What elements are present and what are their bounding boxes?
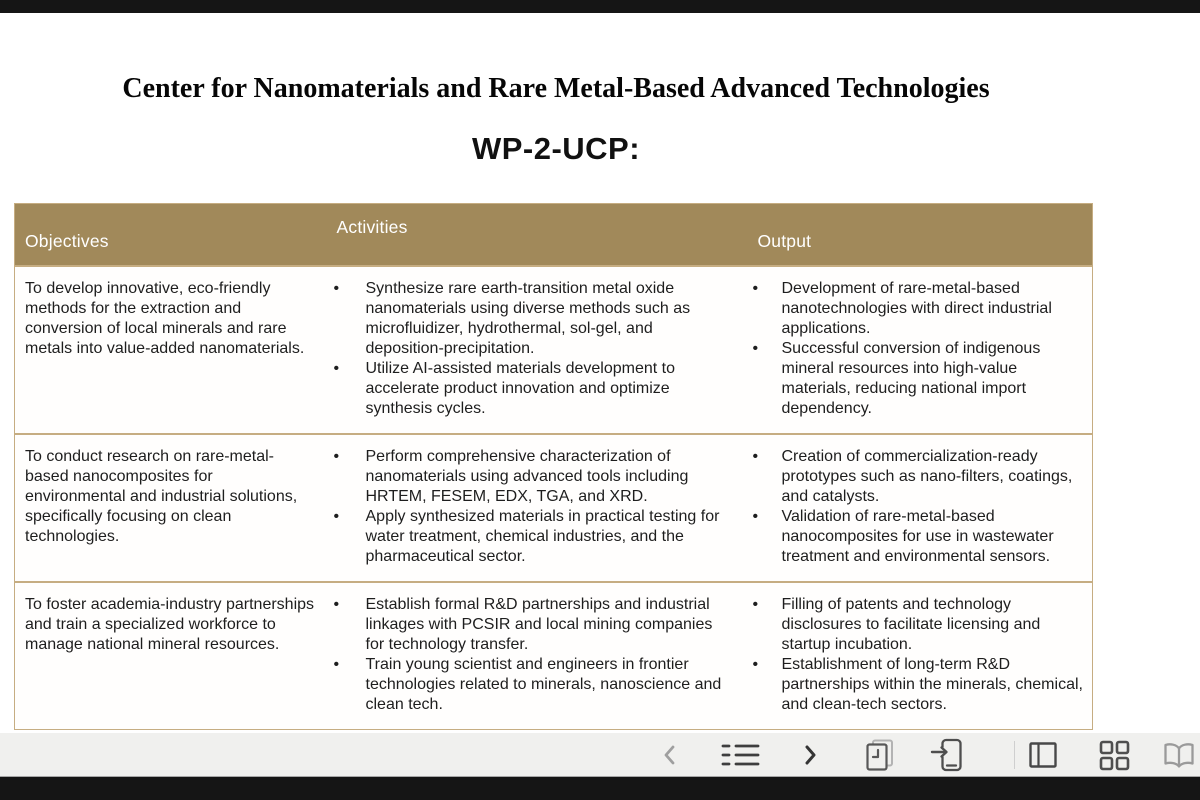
outline-list-icon [720, 741, 760, 769]
header-objectives: Objectives [15, 204, 323, 266]
activities-list [333, 595, 734, 715]
bullet-item [333, 359, 734, 419]
bullet-item [752, 339, 1085, 419]
header-output: Output [742, 204, 1093, 266]
output-list [752, 447, 1085, 567]
bullet-item [333, 279, 734, 359]
recent-slides-button[interactable] [863, 733, 897, 776]
bullet-glyph: • [752, 507, 759, 525]
table-row [15, 266, 1093, 434]
header-activities: Activities [323, 204, 742, 266]
bullet-glyph: • [333, 507, 340, 525]
output-cell [742, 434, 1093, 582]
reading-view-book-icon [1162, 740, 1196, 770]
bullet-text: Development of rare-metal-based nanotechnologies with direct industrial applications. [781, 279, 1052, 337]
objectives-activities-output-table [14, 203, 1093, 730]
chevron-left-icon [660, 743, 678, 767]
bullet-glyph: • [333, 447, 340, 465]
output-cell [742, 266, 1093, 434]
grid-view-button[interactable] [1096, 733, 1132, 776]
slide-title: Center for Nanomaterials and Rare Metal-Based Advanced Technologies [122, 73, 990, 104]
bullet-item [752, 279, 1085, 339]
send-to-device-icon [930, 736, 964, 774]
activities-cell [323, 434, 742, 582]
output-list [752, 279, 1085, 419]
bullet-glyph: • [333, 279, 340, 297]
objective-cell: To conduct research on rare-metal-based nanocomposites for environmental and industrial solutions, specifically focusing on clean technologies. [15, 434, 323, 582]
bullet-text: Creation of commercialization-ready prototypes such as nano-filters, coatings, and catalysts. [781, 447, 1073, 505]
viewer-bottom-toolbar [0, 733, 1200, 777]
output-cell [742, 582, 1093, 730]
grid-view-icon [1097, 738, 1131, 772]
objective-cell: To develop innovative, eco-friendly methods for the extraction and conversion of local minerals and rare metals into value-added nanomaterials. [15, 266, 323, 434]
objective-cell: To foster academia-industry partnerships and train a specialized workforce to manage national mineral resources. [15, 582, 323, 730]
top-letterbox-bar [0, 0, 1200, 13]
slide-canvas [0, 13, 1112, 713]
bullet-glyph: • [333, 359, 340, 377]
table-header-row [15, 204, 1093, 266]
bullet-glyph: • [752, 595, 759, 613]
bullet-text: Validation of rare-metal-based nanocomposites for use in wastewater treatment and environmental sensors. [781, 507, 1054, 565]
activities-cell [323, 582, 742, 730]
table-body [15, 266, 1093, 730]
activities-list [333, 447, 734, 567]
table-row [15, 434, 1093, 582]
bullet-glyph: • [333, 595, 340, 613]
bullet-text: Apply synthesized materials in practical testing for water treatment, chemical industries, and the pharmaceutical sector. [365, 507, 720, 565]
send-to-device-button[interactable] [929, 733, 965, 776]
bullet-text: Train young scientist and engineers in frontier technologies related to minerals, nanoscience and clean tech. [365, 655, 722, 713]
bullet-item [333, 507, 734, 567]
bullet-item [752, 655, 1085, 715]
bullet-text: Successful conversion of indigenous mineral resources into high-value materials, reducing national import dependency. [781, 339, 1041, 417]
bullet-item [752, 447, 1085, 507]
bullet-item [752, 595, 1085, 655]
bullet-item [333, 447, 734, 507]
next-slide-button[interactable] [800, 733, 822, 776]
chevron-right-icon [802, 743, 820, 767]
bullet-item [333, 655, 734, 715]
panel-view-icon [1027, 740, 1059, 770]
output-list [752, 595, 1085, 715]
bullet-glyph: • [333, 655, 340, 673]
pages-clock-icon [864, 737, 896, 773]
bullet-text: Filling of patents and technology disclosures to facilitate licensing and startup incubation. [781, 595, 1041, 653]
bullet-item [333, 595, 734, 655]
bullet-text: Perform comprehensive characterization of nanomaterials using advanced tools including HRTEM, FESEM, EDX, TGA, and XRD. [365, 447, 689, 505]
bullet-text: Establish formal R&D partnerships and industrial linkages with PCSIR and local mining companies for technology transfer. [365, 595, 713, 653]
bullet-item [752, 507, 1085, 567]
activities-list [333, 279, 734, 419]
bullet-glyph: • [752, 279, 759, 297]
bullet-text: Synthesize rare earth-transition metal oxide nanomaterials using diverse methods such as microfluidizer, hydrothermal, sol-gel, and deposition-precipitation. [365, 279, 691, 357]
bullet-glyph: • [752, 339, 759, 357]
previous-slide-button[interactable] [658, 733, 680, 776]
bullet-text: Establishment of long-term R&D partnerships within the minerals, chemical, and clean-tech sectors. [781, 655, 1083, 713]
bullet-text: Utilize AI-assisted materials development to accelerate product innovation and optimize synthesis cycles. [365, 359, 675, 417]
bullet-glyph: • [752, 447, 759, 465]
toolbar-separator [1014, 741, 1015, 769]
table-row [15, 582, 1093, 730]
bullet-glyph: • [752, 655, 759, 673]
bottom-letterbox-bar [0, 777, 1200, 800]
slide-subtitle: WP-2-UCP: [471, 131, 641, 166]
activities-cell [323, 266, 742, 434]
outline-list-button[interactable] [719, 733, 761, 776]
reading-view-button[interactable] [1161, 733, 1197, 776]
panel-view-button[interactable] [1026, 733, 1060, 776]
